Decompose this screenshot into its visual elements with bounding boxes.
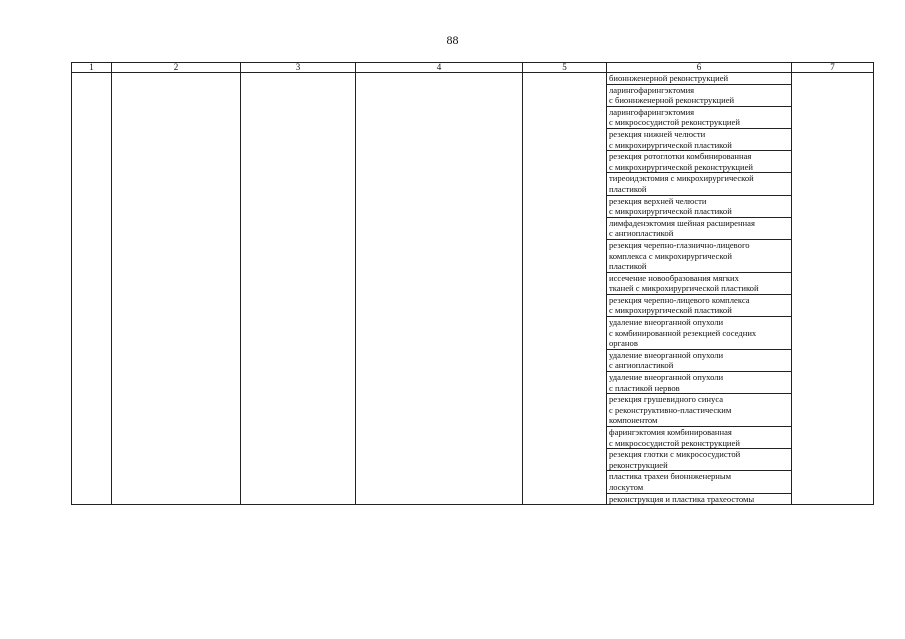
procedure-line: фарингэктомия комбинированная [609, 427, 732, 437]
procedure-line: резекция ротоглотки комбинированная [609, 151, 752, 162]
column-header: 5 [523, 63, 607, 73]
procedure-line: пластикой [609, 261, 647, 272]
procedure-line: удаление внеорганной опухоли [609, 372, 724, 383]
empty-cell-col-2 [112, 73, 241, 505]
procedure-cell [607, 449, 792, 471]
procedure-line: органов [609, 338, 638, 349]
procedure-line: резекция грушевидного синуса [609, 394, 724, 405]
column-header: 1 [72, 63, 112, 73]
procedure-cell [607, 195, 792, 217]
procedure-line: с реконструктивно-пластическим [609, 404, 732, 415]
procedure-line: резекция глотки с микрососудистой [609, 449, 741, 460]
empty-cell-col-1 [72, 73, 112, 505]
procedure-cell [607, 106, 792, 128]
procedure-line: ларингофарингэктомия [609, 84, 695, 95]
empty-cell-col-4 [356, 73, 523, 505]
procedure-line: с ангиопластикой [609, 228, 674, 239]
procedure-cell [607, 427, 792, 449]
procedure-line: бионнженерной реконструкцией [609, 73, 729, 83]
procedure-line: с пластикой нервов [609, 382, 680, 393]
procedure-line: лоскутом [609, 481, 644, 492]
procedure-cell [607, 73, 792, 85]
procedure-cell [607, 294, 792, 316]
procedure-line: ларингофарингэктомия [609, 106, 695, 117]
column-header: 4 [356, 63, 523, 73]
procedure-line: с микрососудистой реконструкцией [609, 437, 740, 448]
procedure-cell [607, 239, 792, 272]
procedure-cell [607, 394, 792, 427]
procedure-line: компонентом [609, 415, 658, 426]
procedure-line: пластикой [609, 183, 647, 194]
column-header: 2 [112, 63, 241, 73]
procedure-line: реконструкцией [609, 459, 668, 470]
column-header: 3 [241, 63, 356, 73]
procedure-cell [607, 372, 792, 394]
procedure-line: с микрососудистой реконструкцией [609, 117, 740, 128]
column-header: 6 [607, 63, 792, 73]
procedure-line: с бионнженерной реконструкцией [609, 95, 735, 106]
procedure-cell [607, 128, 792, 150]
procedures-table-wrapper [71, 62, 874, 505]
procedure-cell [607, 471, 792, 493]
procedure-line: тиреоидэктомия с микрохирургической [609, 173, 754, 184]
procedure-line: комплекса с микрохирургической [609, 250, 733, 261]
procedure-line: с комбинированной резекцией соседних [609, 327, 757, 338]
procedure-line: с микрохирургической реконструкцией [609, 161, 753, 172]
procedure-line: тканей с микрохирургической пластикой [609, 283, 759, 294]
procedure-line: резекция нижней челюсти [609, 128, 706, 139]
procedure-line: резекция верхней челюсти [609, 195, 707, 206]
empty-cell-col-7 [792, 73, 874, 505]
procedure-line: с микрохирургической пластикой [609, 139, 732, 150]
procedure-cell [607, 84, 792, 106]
empty-cell-col-3 [241, 73, 356, 505]
procedure-line: иссечение новообразования мягких [609, 272, 739, 283]
procedure-line: удаление внеорганной опухоли [609, 317, 724, 328]
procedure-line: реконструкция и пластика трахеостомы [609, 493, 755, 504]
procedure-line: лимфаденэктомия шейная расширенная [609, 217, 755, 228]
procedure-cell [607, 173, 792, 195]
procedure-line: резекция черепно-глазнично-лицевого [609, 239, 750, 250]
procedure-line: резекция черепно-лицевого комплекса [609, 294, 750, 305]
procedure-line: с микрохирургической пластикой [609, 305, 732, 316]
procedure-cell [607, 493, 792, 505]
page-number: 88 [446, 33, 459, 47]
procedure-line: с ангиопластикой [609, 360, 674, 371]
procedure-line: удаление внеорганной опухоли [609, 349, 724, 360]
column-number-row [72, 63, 874, 73]
procedures-table-body [72, 73, 874, 505]
procedure-cell [607, 272, 792, 294]
empty-cell-col-5 [523, 73, 607, 505]
procedure-cell [607, 151, 792, 173]
procedure-line: с микрохирургической пластикой [609, 206, 732, 217]
procedure-cell [607, 349, 792, 371]
table-row [72, 73, 874, 85]
procedure-cell [607, 217, 792, 239]
column-header: 7 [792, 63, 874, 73]
procedure-line: пластика трахеи бионнженерным [609, 471, 732, 482]
procedure-cell [607, 317, 792, 350]
procedures-table [71, 62, 874, 505]
